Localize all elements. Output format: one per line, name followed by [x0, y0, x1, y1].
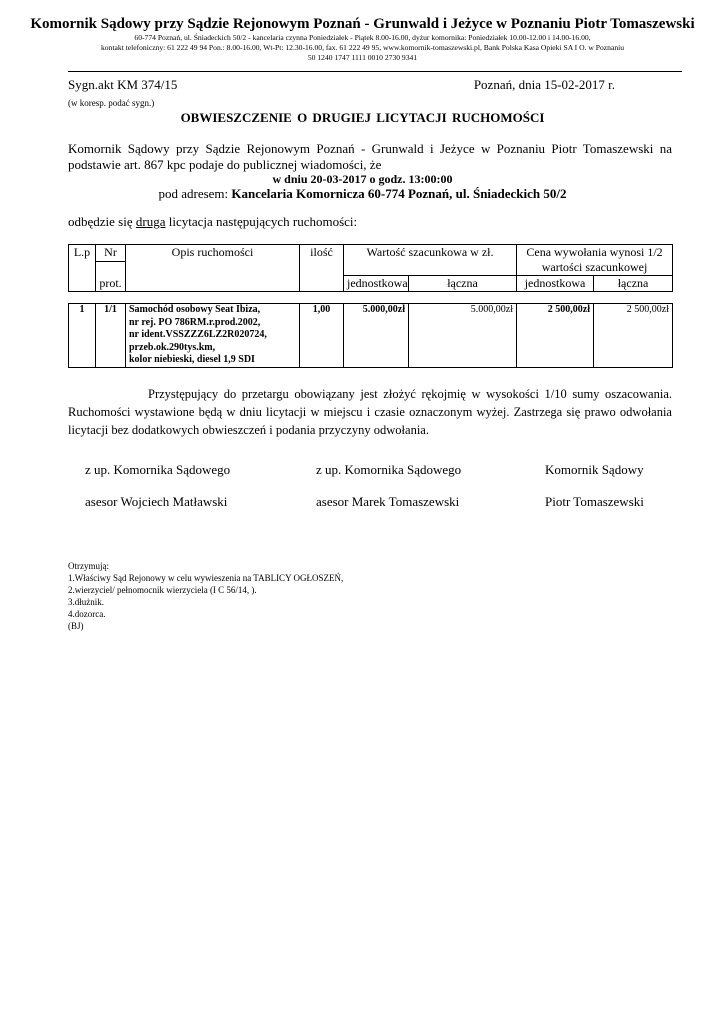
list-item: 1.Właściwy Sąd Rejonowy w celu wywieszenia na TABLICY OGŁOSZEŃ,	[68, 573, 344, 583]
office-title: Komornik Sądowy przy Sądzie Rejonowym Poznań - Grunwald i Jeżyce w Poznaniu Piotr Tomaszewski	[30, 16, 695, 32]
row-total-value: 5.000,00zł	[409, 304, 517, 368]
header-total-price: łączna	[594, 276, 673, 292]
row-unit-value: 5.000,00zł	[344, 304, 409, 368]
list-item: 3.dłużnik.	[68, 597, 104, 607]
document-date: Poznań, dnia 15-02-2017 r.	[473, 77, 615, 92]
signature-name-1: asesor Wojciech Matławski	[85, 494, 228, 509]
header-lp: L.p	[69, 245, 96, 262]
header-quantity: ilość	[300, 245, 344, 292]
header-description: Opis ruchomości	[126, 245, 300, 292]
lead-underlined: druga	[135, 214, 166, 229]
list-item: (BJ)	[68, 621, 84, 631]
header-lp-spacer	[69, 261, 96, 275]
description-line: nr ident.VSSZZZ6LZ2R020724,	[129, 329, 267, 340]
intro-text: Komornik Sądowy przy Sądzie Rejonowym Poznań - Grunwald i Jeżyce w Poznaniu Piotr Tomaszewski na podstawie art. 867 kpc podaje do publicznej wiadomości, że	[68, 141, 672, 172]
recipients-list	[68, 560, 343, 632]
signature-role-2: z up. Komornika Sądowego	[316, 462, 462, 477]
auction-datetime: w dniu 20-03-2017 o godz. 13:00:00	[272, 172, 453, 186]
table-row	[69, 304, 673, 368]
signature-role-1: z up. Komornika Sądowego	[85, 462, 231, 477]
signature-name-3: Piotr Tomaszewski	[545, 494, 644, 509]
address-prefix: pod adresem:	[158, 186, 232, 201]
header-unit-value: jednostkowa	[344, 276, 409, 292]
header-prot: prot.	[96, 276, 126, 292]
document-heading: OBWIESZCZENIE O DRUGIEJ LICYTACJI RUCHOMOŚCI	[180, 110, 545, 125]
office-contact-line: kontakt telefoniczny: 61 222 49 94 Pon.: 8.00-16.00, Wt-Pt: 12.30-16.00, fax. 61 222 49 95, www.komornik-tomaszewski.pl, Bank Polska Kasa Opieki SA I O. w Poznaniu	[100, 43, 625, 52]
description-line: nr rej. PO 786RM.r.prod.2002,	[129, 316, 261, 328]
lead-before: odbędzie się	[68, 214, 136, 229]
auction-address	[0, 186, 725, 202]
office-address-line: 60-774 Poznań, ul. Śniadeckich 50/2 - kancelaria czynna Poniedziałek - Piątek 8.00-16.00, dyżur komornika: Poniedziałek 10.00-12.00 i 14.00-16.00,	[134, 33, 591, 42]
signature-name-2: asesor Marek Tomaszewski	[316, 494, 460, 509]
items-header-table	[68, 244, 673, 292]
header-nr: Nr	[96, 245, 126, 262]
row-lp: 1	[69, 304, 96, 368]
header-total-value: łączna	[409, 276, 517, 292]
address-value: Kancelaria Komornicza 60-774 Poznań, ul. Śniadeckich 50/2	[231, 186, 567, 201]
header-nr-spacer	[96, 261, 126, 275]
header-estimated-value: Wartość szacunkowa w zł.	[344, 245, 517, 276]
description-line: kolor niebieski, diesel 1,9 SDI	[129, 354, 255, 365]
row-description	[126, 304, 300, 368]
row-quantity: 1,00	[300, 304, 344, 368]
list-item: 2.wierzyciel/ pełnomocnik wierzyciela (I C 56/14, ).	[68, 585, 257, 595]
description-line: Samochód osobowy Seat Ibiza,	[129, 304, 261, 315]
header-unit-price: jednostkowa	[517, 276, 594, 292]
description-line: przeb.ok.290tys.km,	[129, 341, 216, 353]
header-starting-price: Cena wywołania wynosi 1/2 wartości szacunkowej	[517, 245, 673, 276]
case-reference: Sygn.akt KM 374/15	[68, 77, 178, 92]
office-bank-account: 50 1240 1747 1111 0010 2730 9341	[307, 53, 418, 62]
paragraph-text: Przystępujący do przetargu obowiązany jest złożyć rękojmię w wysokości 1/10 sumy oszacowania. Ruchomości wystawione będą w dniu licytacji w miejscu i czasie oznaczonym wyżej. Zastrzega się prawo odwołania licytacji bez dodatkowych obwieszczeń i podania przyczyny odwołania.	[68, 387, 672, 437]
lead-after: licytacja następujących ruchomości:	[165, 214, 358, 229]
row-unit-price: 2 500,00zł	[517, 304, 594, 368]
reference-note: (w koresp. podać sygn.)	[68, 98, 155, 108]
recipients-title: Otrzymują:	[68, 561, 109, 571]
deposit-paragraph	[68, 385, 672, 439]
row-nr: 1/1	[96, 304, 126, 368]
lead-text	[68, 214, 357, 230]
items-table	[68, 303, 673, 368]
list-item: 4.dozorca.	[68, 609, 106, 619]
header-divider	[68, 71, 682, 72]
row-total-price: 2 500,00zł	[594, 304, 673, 368]
signature-role-3: Komornik Sądowy	[545, 462, 644, 477]
header-lp-bottom	[69, 276, 96, 292]
